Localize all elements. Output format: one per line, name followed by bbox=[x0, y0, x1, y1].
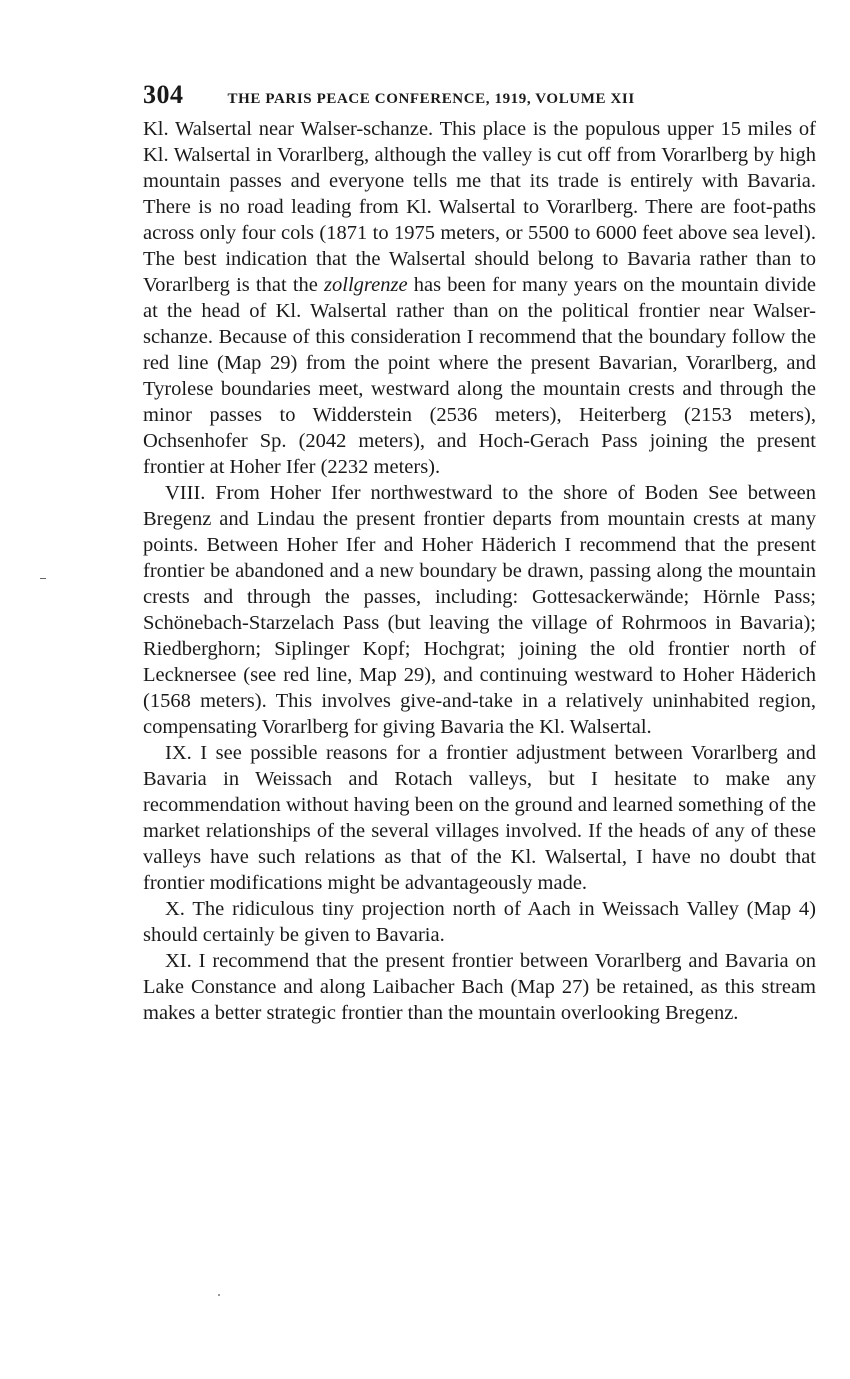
paragraph-x: X. The ridiculous tiny projection north of Aach in Weissach Valley (Map 4) should certainly be given to Bavaria. bbox=[143, 898, 816, 946]
scan-speck bbox=[218, 1294, 220, 1296]
paragraph-xi: XI. I recommend that the present frontier between Vorarlberg and Bavaria on Lake Constance and along Laibacher Bach (Map 27) be retained, as this stream makes a better strategic frontier than the mountain overlooking Bregenz. bbox=[143, 950, 816, 1024]
paragraph-viii: VIII. From Hoher Ifer northwestward to the shore of Boden See between Bregenz and Lindau the present frontier departs from mountain crests at many points. Between Hoher Ifer and Hoher Häderich I recommend that the present frontier be abandoned and a new boundary be drawn, passing along the mountain crests and through the passes, including: Gottesackerwände; Hörnle Pass; Schönebach-Starzelach Pass (but leaving the village of Rohrmoos in Bavaria); Riedberghorn; Siplinger Kopf; Hochgrat; joining the old frontier north of Lecknersee (see red line, Map 29), and continuing westward to Hoher Häderich (1568 meters). This involves give-and-take in a relatively uninhabited region, compensating Vorarlberg for giving Bavaria the Kl. Walsertal. bbox=[143, 482, 816, 738]
paragraph-ix: IX. I see possible reasons for a frontier adjustment between Vorarlberg and Bavaria in Weissach and Rotach valleys, but I hesitate to make any recommendation without having been on the ground and learned something of the market relationships of the several villages involved. If the heads of any of these valleys have such relations as that of the Kl. Walsertal, I have no doubt that frontier modifications might be advantageously made. bbox=[143, 742, 816, 894]
running-title: THE PARIS PEACE CONFERENCE, 1919, VOLUME XII bbox=[227, 91, 635, 107]
page-number: 304 bbox=[143, 80, 184, 109]
document-page bbox=[143, 80, 816, 1026]
running-header bbox=[143, 80, 816, 110]
body-text bbox=[143, 116, 816, 1026]
paragraph-walsertal: Kl. Walsertal near Walser-schanze. This place is the populous upper 15 miles of Kl. Walsertal in Vorarlberg, although the valley is cut off from Vorarlberg by high mountain passes and everyone tells me that its trade is entirely with Bavaria. There is no road leading from Kl. Walsertal to Vorarlberg. There are foot-paths across only four cols (1871 to 1975 meters, or 5500 to 6000 feet above sea level). The best indication that the Walsertal should belong to Bavaria rather than to Vorarlberg is that the zollgrenze has been for many years on the mountain divide at the head of Kl. Walsertal rather than on the political frontier near Walser-schanze. Because of this consideration I recommend that the boundary follow the red line (Map 29) from the point where the present Bavarian, Vorarlberg, and Tyrolese boundaries meet, westward along the mountain crests and through the minor passes to Widderstein (2536 meters), Heiterberg (2153 meters), Ochsenhofer Sp. (2042 meters), and Hoch-Gerach Pass joining the present frontier at Hoher Ifer (2232 meters). bbox=[143, 118, 816, 478]
emphasis-zollgrenze: zollgrenze bbox=[324, 274, 408, 296]
margin-mark bbox=[40, 578, 46, 579]
